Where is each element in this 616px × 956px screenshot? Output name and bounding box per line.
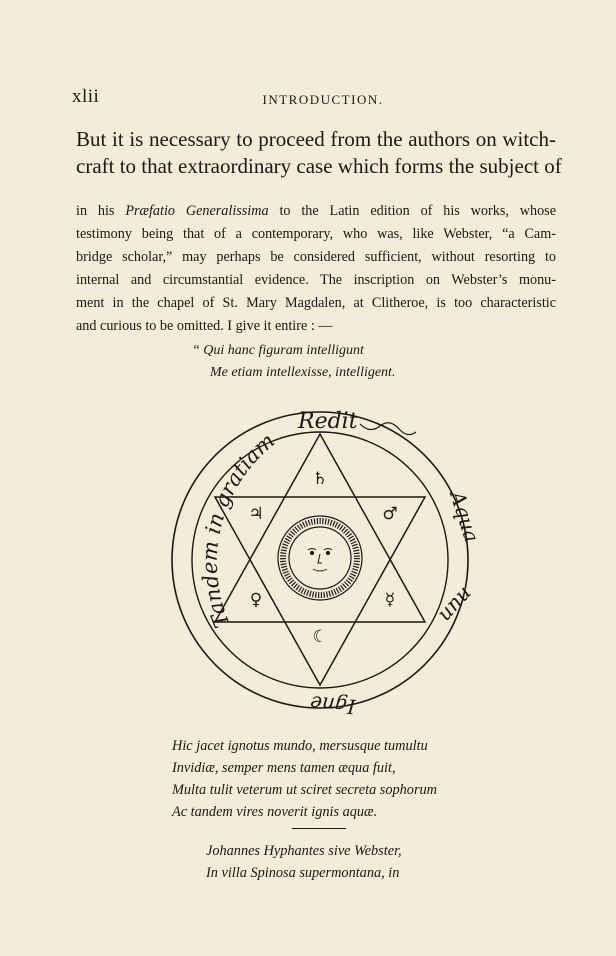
body-paragraph xyxy=(76,200,556,338)
epitaph xyxy=(172,735,437,823)
show-through-line: craft to that extraordinary case which forms the subject of xyxy=(76,154,562,178)
signature-block xyxy=(206,840,402,884)
jupiter-symbol: ♃ xyxy=(248,504,264,524)
paragraph-line: in his Præfatio Generalissima to the Latin edition of his works, whose xyxy=(76,203,556,219)
page-number: xlii xyxy=(72,86,100,107)
show-through-text xyxy=(76,126,562,180)
motto xyxy=(192,340,395,384)
sun-ring-inner xyxy=(289,527,351,589)
epitaph-line: Ac tandem vires noverit ignis aquæ. xyxy=(172,804,378,820)
paragraph-line: bridge scholar,” may perhaps be considered sufficient, without resorting to xyxy=(76,249,556,265)
motto-line: “ Qui hanc figuram intelligunt xyxy=(192,343,364,358)
show-through-line: But it is necessary to proceed from the authors on witch- xyxy=(76,127,556,151)
seal-word-top: Redit xyxy=(298,409,358,434)
mars-symbol: ♂ xyxy=(382,504,398,524)
seal-word-left: Tandem in gratiam xyxy=(197,428,280,632)
epitaph-line: Multa tulit veterum ut sciret secreta sophorum xyxy=(172,782,437,798)
running-head: INTRODUCTION. xyxy=(262,92,384,107)
signature-line: Johannes Hyphantes sive Webster, xyxy=(206,843,402,859)
seal-word-bottom: Igne xyxy=(309,691,357,719)
divider-rule xyxy=(292,828,346,829)
paragraph-line: ment in the chapel of St. Mary Magdalen, at Clitheroe, is too characteristic xyxy=(76,295,556,311)
mercury-symbol: ☿ xyxy=(384,590,396,610)
seal-word-lower-right: unu xyxy=(431,580,476,626)
paragraph-line: and curious to be omitted. I give it entire : — xyxy=(76,318,333,334)
saturn-symbol: ♄ xyxy=(312,469,328,489)
paragraph-line: internal and circumstantial evidence. The inscription on Webster’s monu- xyxy=(76,272,556,288)
epitaph-line: Invidiæ, semper mens tamen æqua fuit, xyxy=(172,760,396,776)
hexagram-seal-figure xyxy=(150,402,510,722)
sun-face xyxy=(308,549,332,572)
sun-ring-outer xyxy=(278,516,362,600)
paragraph-line: testimony being that of a contemporary, who was, like Webster, “a Cam- xyxy=(76,226,556,242)
epitaph-line: Hic jacet ignotus mundo, mersusque tumultu xyxy=(172,738,428,754)
signature-line: In villa Spinosa supermontana, in xyxy=(206,865,400,881)
moon-symbol: ☾ xyxy=(312,627,328,647)
motto-line: Me etiam intellexisse, intelligent. xyxy=(210,365,396,380)
venus-symbol: ♀ xyxy=(249,590,263,610)
seal-word-right: Aqua xyxy=(445,488,485,546)
sun-ring-rays xyxy=(283,521,357,595)
italic-title: Præfatio Generalissima xyxy=(125,203,269,219)
